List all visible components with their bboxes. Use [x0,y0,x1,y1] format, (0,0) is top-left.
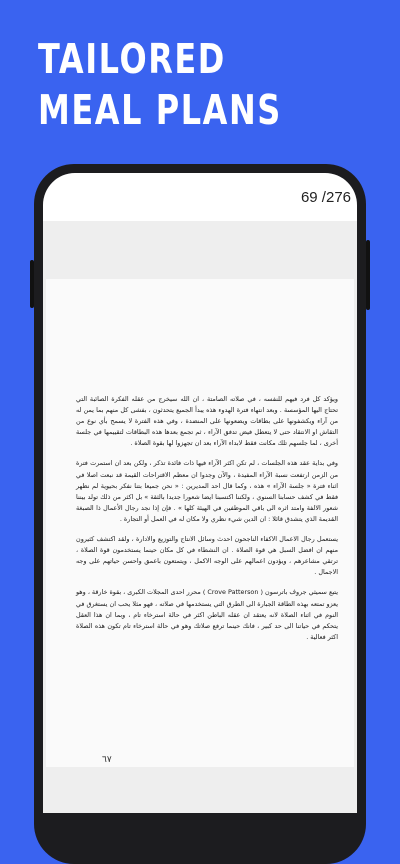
scanned-page [46,279,354,767]
page-counter: 69 /276 [300,189,351,206]
document-viewer[interactable] [43,221,357,813]
phone-screen [43,173,357,813]
page-text [76,394,338,652]
page-number: ٦٧ [102,755,112,765]
phone-side-button-right [366,240,370,310]
headline-line-2: MEAL PLANS [38,86,282,134]
paragraph-1: ويؤكد كل فرد فيهم للنفسه ، في صلاته الصامتة ، ان الله سيخرج من عقله الفكرة الصائبة التي تحتاج اليها المؤسسة . وبعد انتهاء فترة الهدوء هذه يبدأ الجميع يتحدثون ، بفشى كل منهم بما يمن له من آراء ويكشفونها على بطاقات ويضعونها على المنضدة ، وفي هذه الفترة لا يسمح بأي نوع من التقاش او الانتقاد حتى لا يتعطل فيض تدفق الآراء ، ثم تجمع بعدها هذه البطاقات لتقييمها في جلسة أخرى ، لما جلسهم تلك مكانت فقط لابداء الآراء بعد ان تجهزوا لها بقوة الصلاة . [76,395,338,448]
paragraph-2: وفي بداية عقد هذه الجلسات ، لم تكن اكثر الآراء فيها ذات فائدة تذكر ، ولكن بعد ان استمرت فترة من الزمن ارتفعت نسبة الآراء المفيدة ، والآن وجدوا ان معظم الاقتراحات القيمة قد نبعت اصلا في اثناء فترة « جلسة الآراء » هذه ، وكما قال احد المديرين : « نحن جميعا بتنا نفكر بحيوية لم نظهر فقط في كشف حسابنا السنوي ، ولكننا اكتسبنا ايضا شعورا جديدا بالثقة » بل اكثر من ذلك تولد بيننا شعور الالفة وامتد اثره الى باقي الموظفين في الهيئة كلها » . فإن إذا نجد رجال الأعمال ذا الصبغة القديمة الذي يتشدق قائلا : ان الدين شيء نظري ولا مكان له في العمل أو التجارة . [76,459,338,523]
headline [38,34,282,136]
phone-side-button-left [30,260,34,308]
headline-line-1: TAILORED [38,35,226,83]
paragraph-3: يستعمل رجال الاعمال الاكفاء الناجحون احدث وسائل الانتاج والتوزيع والادارة ، ولقد اكتشف كثيرون منهم ان افضل السبل هي قوة الصلاة . ان النشطاء في كل مكان حينما يستخدمون قوة الصلاة ، ترتقي مشاعرهم ، ويؤدون اعمالهم على الوجه الاكمل ، ويتمتعون باعمق واحسن حياتهم على وجه الاجمال . [76,535,338,577]
paragraph-4: يتبع سميثي جروف باترسون ( Crove Patterson ) محرر احدى المجلات الكبرى ، بقوة خارقة ، وهو يعزو تمتعه بهذه الطاقة الجبارة الى الطرق التي يستخدمها في صلاته ، فهو مثلا يحب ان يستغرق في النوم في اثناء الصلاة لانه يعتقد ان عقله الباطن اكثر في حالة استرخاء تام ، وبما ان هذا العقل يتحكم في حياتنا الى حد كبير ، فانك حينما ترفع صلاتك وهو في حالة استرخاء تام تكون هذه الصلاة اكثر فعالية . [76,588,339,641]
